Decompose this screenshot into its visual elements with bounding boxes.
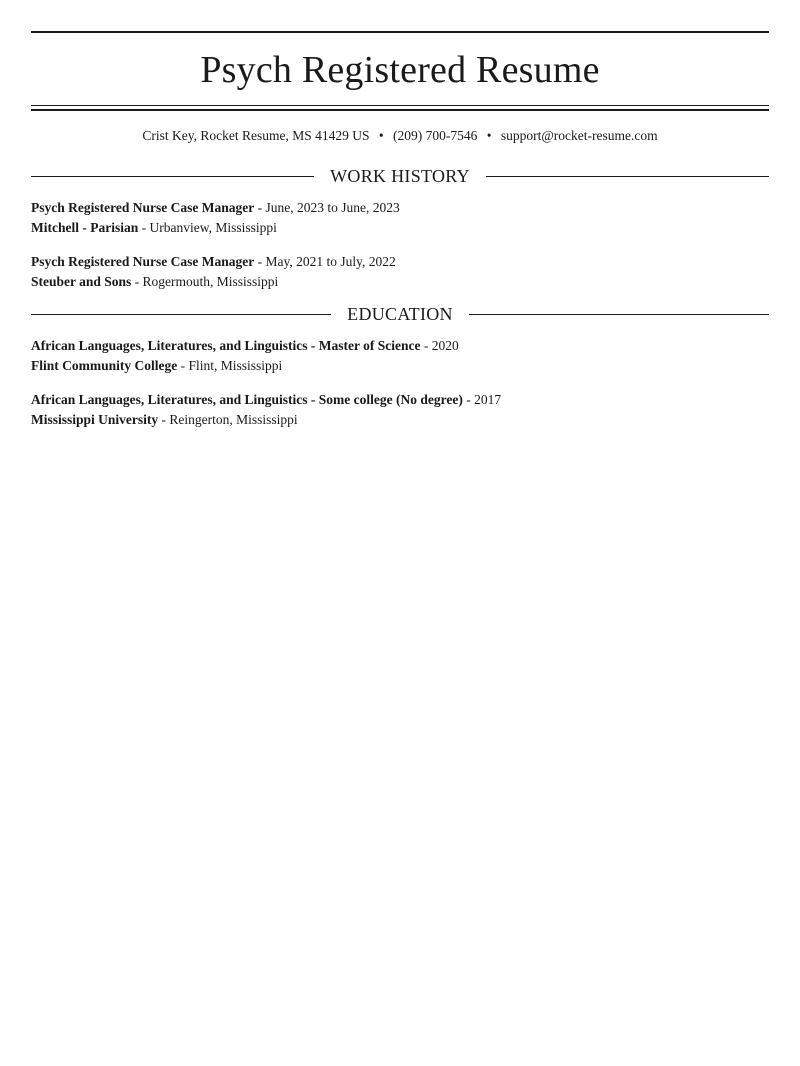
- heading-rule-right: [469, 314, 769, 315]
- work-entry-employer-line: [31, 272, 769, 292]
- heading-rule-left: [31, 176, 314, 177]
- dash: -: [254, 200, 266, 215]
- job-dates: May, 2021 to July, 2022: [265, 254, 396, 269]
- heading-rule-right: [486, 176, 769, 177]
- education-entry: [31, 336, 769, 375]
- education-entry: [31, 390, 769, 429]
- work-history-heading: [31, 165, 769, 187]
- contact-separator: •: [378, 128, 384, 143]
- dash: -: [177, 357, 189, 373]
- employer-location: Rogermouth, Mississippi: [142, 273, 279, 289]
- work-entry: [31, 252, 769, 291]
- contact-email: support@rocket-resume.com: [500, 128, 658, 143]
- job-title: Psych Registered Nurse Case Manager: [31, 254, 255, 269]
- school-location: Flint, Mississippi: [188, 357, 283, 373]
- heading-rule-left: [31, 314, 331, 315]
- education-entry-school-line: [31, 410, 769, 430]
- work-entry-employer-line: [31, 218, 769, 238]
- dash: -: [138, 219, 150, 235]
- dash: -: [254, 254, 266, 269]
- work-entry: [31, 198, 769, 237]
- education-heading: [31, 303, 769, 325]
- job-dates: June, 2023 to June, 2023: [265, 200, 400, 215]
- employer-name: Steuber and Sons: [31, 273, 132, 289]
- education-entry-degree-line: [31, 390, 769, 410]
- degree-year: 2017: [474, 392, 502, 407]
- title-double-rule: [31, 105, 769, 111]
- job-title: Psych Registered Nurse Case Manager: [31, 200, 255, 215]
- contact-address: Crist Key, Rocket Resume, MS 41429 US: [142, 128, 370, 143]
- dash: -: [158, 411, 170, 427]
- section-title: EDUCATION: [347, 304, 453, 324]
- dash: -: [131, 273, 143, 289]
- section-title: WORK HISTORY: [330, 166, 470, 186]
- school-location: Reingerton, Mississippi: [169, 411, 298, 427]
- employer-name: Mitchell - Parisian: [31, 219, 139, 235]
- contact-line: [31, 127, 769, 145]
- degree-year: 2020: [431, 338, 459, 353]
- education-entry-degree-line: [31, 336, 769, 356]
- top-rule: [31, 31, 769, 33]
- dash: -: [462, 392, 475, 407]
- page-title: Psych Registered Resume: [200, 49, 600, 91]
- work-entry-title-line: [31, 198, 769, 218]
- work-entry-title-line: [31, 252, 769, 272]
- degree-name: African Languages, Literatures, and Linguistics - Some college (No degree): [31, 392, 463, 407]
- school-name: Mississippi University: [31, 411, 159, 427]
- dash: -: [420, 338, 432, 353]
- degree-name: African Languages, Literatures, and Linguistics - Master of Science: [31, 338, 421, 353]
- contact-separator: •: [486, 128, 492, 143]
- employer-location: Urbanview, Mississippi: [149, 219, 277, 235]
- school-name: Flint Community College: [31, 357, 178, 373]
- education-entry-school-line: [31, 356, 769, 376]
- contact-phone: (209) 700-7546: [392, 128, 478, 143]
- resume-page: [0, 31, 800, 1066]
